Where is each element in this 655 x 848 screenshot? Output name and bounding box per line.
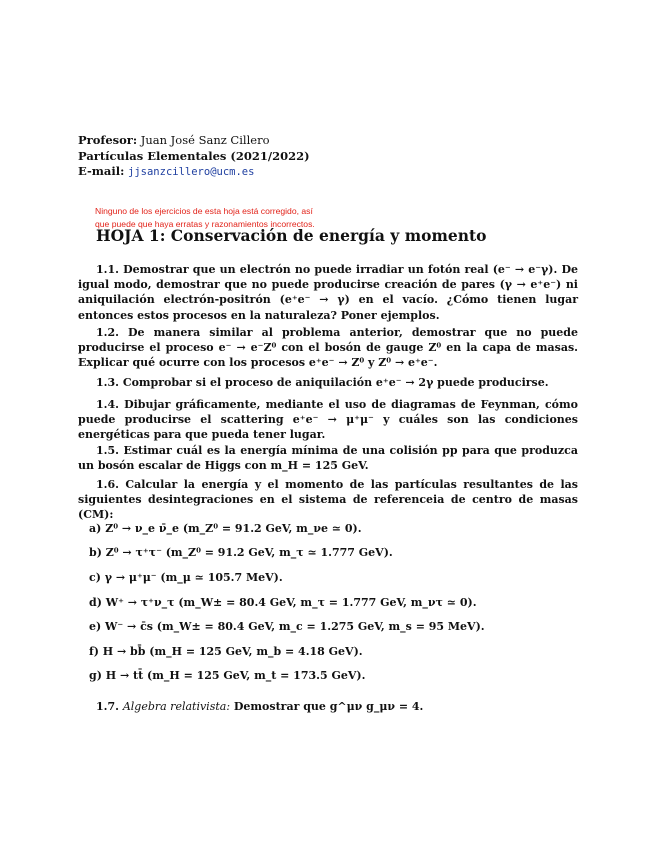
problem-number: 1.1. [96, 263, 119, 276]
problem-1-4 [78, 397, 578, 443]
email-label: E-mail: [78, 164, 125, 178]
item-text: H → bb̄ (m_H = 125 GeV, m_b = 4.18 GeV). [102, 645, 363, 658]
professor-name: Juan José Sanz Cillero [140, 133, 270, 147]
item-a [89, 522, 362, 535]
note-line-1: Ninguno de los ejercicios de esta hoja está corregido, así [95, 206, 313, 216]
item-text: γ → μ⁺μ⁻ (m_μ ≃ 105.7 MeV). [104, 571, 283, 584]
professor-label: Profesor: [78, 133, 138, 147]
email-line [78, 164, 310, 181]
problem-text: Calcular la energía y el momento de las partículas resultantes de las siguientes desintegraciones en el sistema de referenceia de centro de masas (CM): [78, 478, 578, 522]
item-e [89, 620, 485, 633]
item-f [89, 645, 363, 658]
item-text: Z⁰ → ν_e ν̄_e (m_Z⁰ = 91.2 GeV, m_νe ≃ 0). [105, 522, 362, 535]
problem-text: Demostrar que un electrón no puede irradiar un fotón real (e⁻ → e⁻γ). De igual modo, demostrar que no puede producirse creación de pares (γ → e⁺e⁻) ni aniquilación electrón-positrón (e⁺e⁻ → γ) en el vacío. ¿Cómo tienen lugar entonces estos procesos en la naturaleza? Poner ejemplos. [78, 263, 578, 322]
item-b [89, 546, 393, 559]
item-label: d) [89, 596, 102, 609]
item-c [89, 571, 283, 584]
problem-number: 1.3. [96, 376, 119, 389]
item-label: f) [89, 645, 99, 658]
problem-text: Comprobar si el proceso de aniquilación e⁺e⁻ → 2γ puede producirse. [122, 376, 549, 389]
item-label: a) [89, 522, 102, 535]
problem-text: Estimar cuál es la energía mínima de una colisión pp para que produzca un bosón escalar de Higgs con m_H = 125 GeV. [78, 444, 578, 473]
sheet-title: HOJA 1: Conservación de energía y momento [96, 226, 487, 245]
item-g [89, 669, 365, 682]
course-line: Partículas Elementales (2021/2022) [78, 148, 310, 163]
problem-italic-label: Algebra relativista: [122, 700, 231, 713]
problem-text: De manera similar al problema anterior, demostrar que no puede producirse el proceso e⁻ → e⁻Z⁰ con el bosón de gauge Z⁰ en la capa de masas. Explicar qué ocurre con los procesos e⁺e⁻ → Z⁰ y Z⁰ → e⁺e⁻. [78, 326, 578, 370]
problem-text: Dibujar gráficamente, mediante el uso de diagramas de Feynman, cómo puede producirse el scattering e⁺e⁻ → μ⁺μ⁻ y cuáles son las condiciones energéticas para que pueda tener lugar. [78, 398, 578, 442]
item-d [89, 596, 477, 609]
problem-number: 1.7. [96, 700, 119, 713]
header [78, 133, 310, 181]
problem-number: 1.4. [96, 398, 119, 411]
problem-number: 1.6. [96, 478, 119, 491]
problem-number: 1.2. [96, 326, 119, 339]
item-text: W⁺ → τ⁺ν_τ (m_W± = 80.4 GeV, m_τ = 1.777 GeV, m_ντ ≃ 0). [105, 596, 477, 609]
item-text: H → tt̄ (m_H = 125 GeV, m_t = 173.5 GeV). [105, 669, 366, 682]
item-text: Z⁰ → τ⁺τ⁻ (m_Z⁰ = 91.2 GeV, m_τ ≃ 1.777 GeV). [105, 546, 393, 559]
problem-1-6 [78, 477, 578, 523]
problem-text: Demostrar que g^μν g_μν = 4. [233, 700, 424, 713]
problem-number: 1.5. [96, 444, 119, 457]
problem-1-3 [78, 375, 578, 390]
problem-1-2 [78, 325, 578, 371]
email-link[interactable]: jjsanzcillero@ucm.es [128, 166, 255, 178]
problem-1-5 [78, 443, 578, 473]
item-text: W⁻ → c̄s (m_W± = 80.4 GeV, m_c = 1.275 GeV, m_s = 95 MeV). [105, 620, 485, 633]
item-label: c) [89, 571, 101, 584]
note-line-2: que puede que haya erratas y razonamientos incorrectos. [95, 218, 315, 229]
professor-line [78, 133, 310, 149]
item-label: g) [89, 669, 102, 682]
problem-1-1 [78, 262, 578, 323]
item-label: b) [89, 546, 102, 559]
problem-1-7 [78, 699, 578, 714]
item-label: e) [89, 620, 102, 633]
